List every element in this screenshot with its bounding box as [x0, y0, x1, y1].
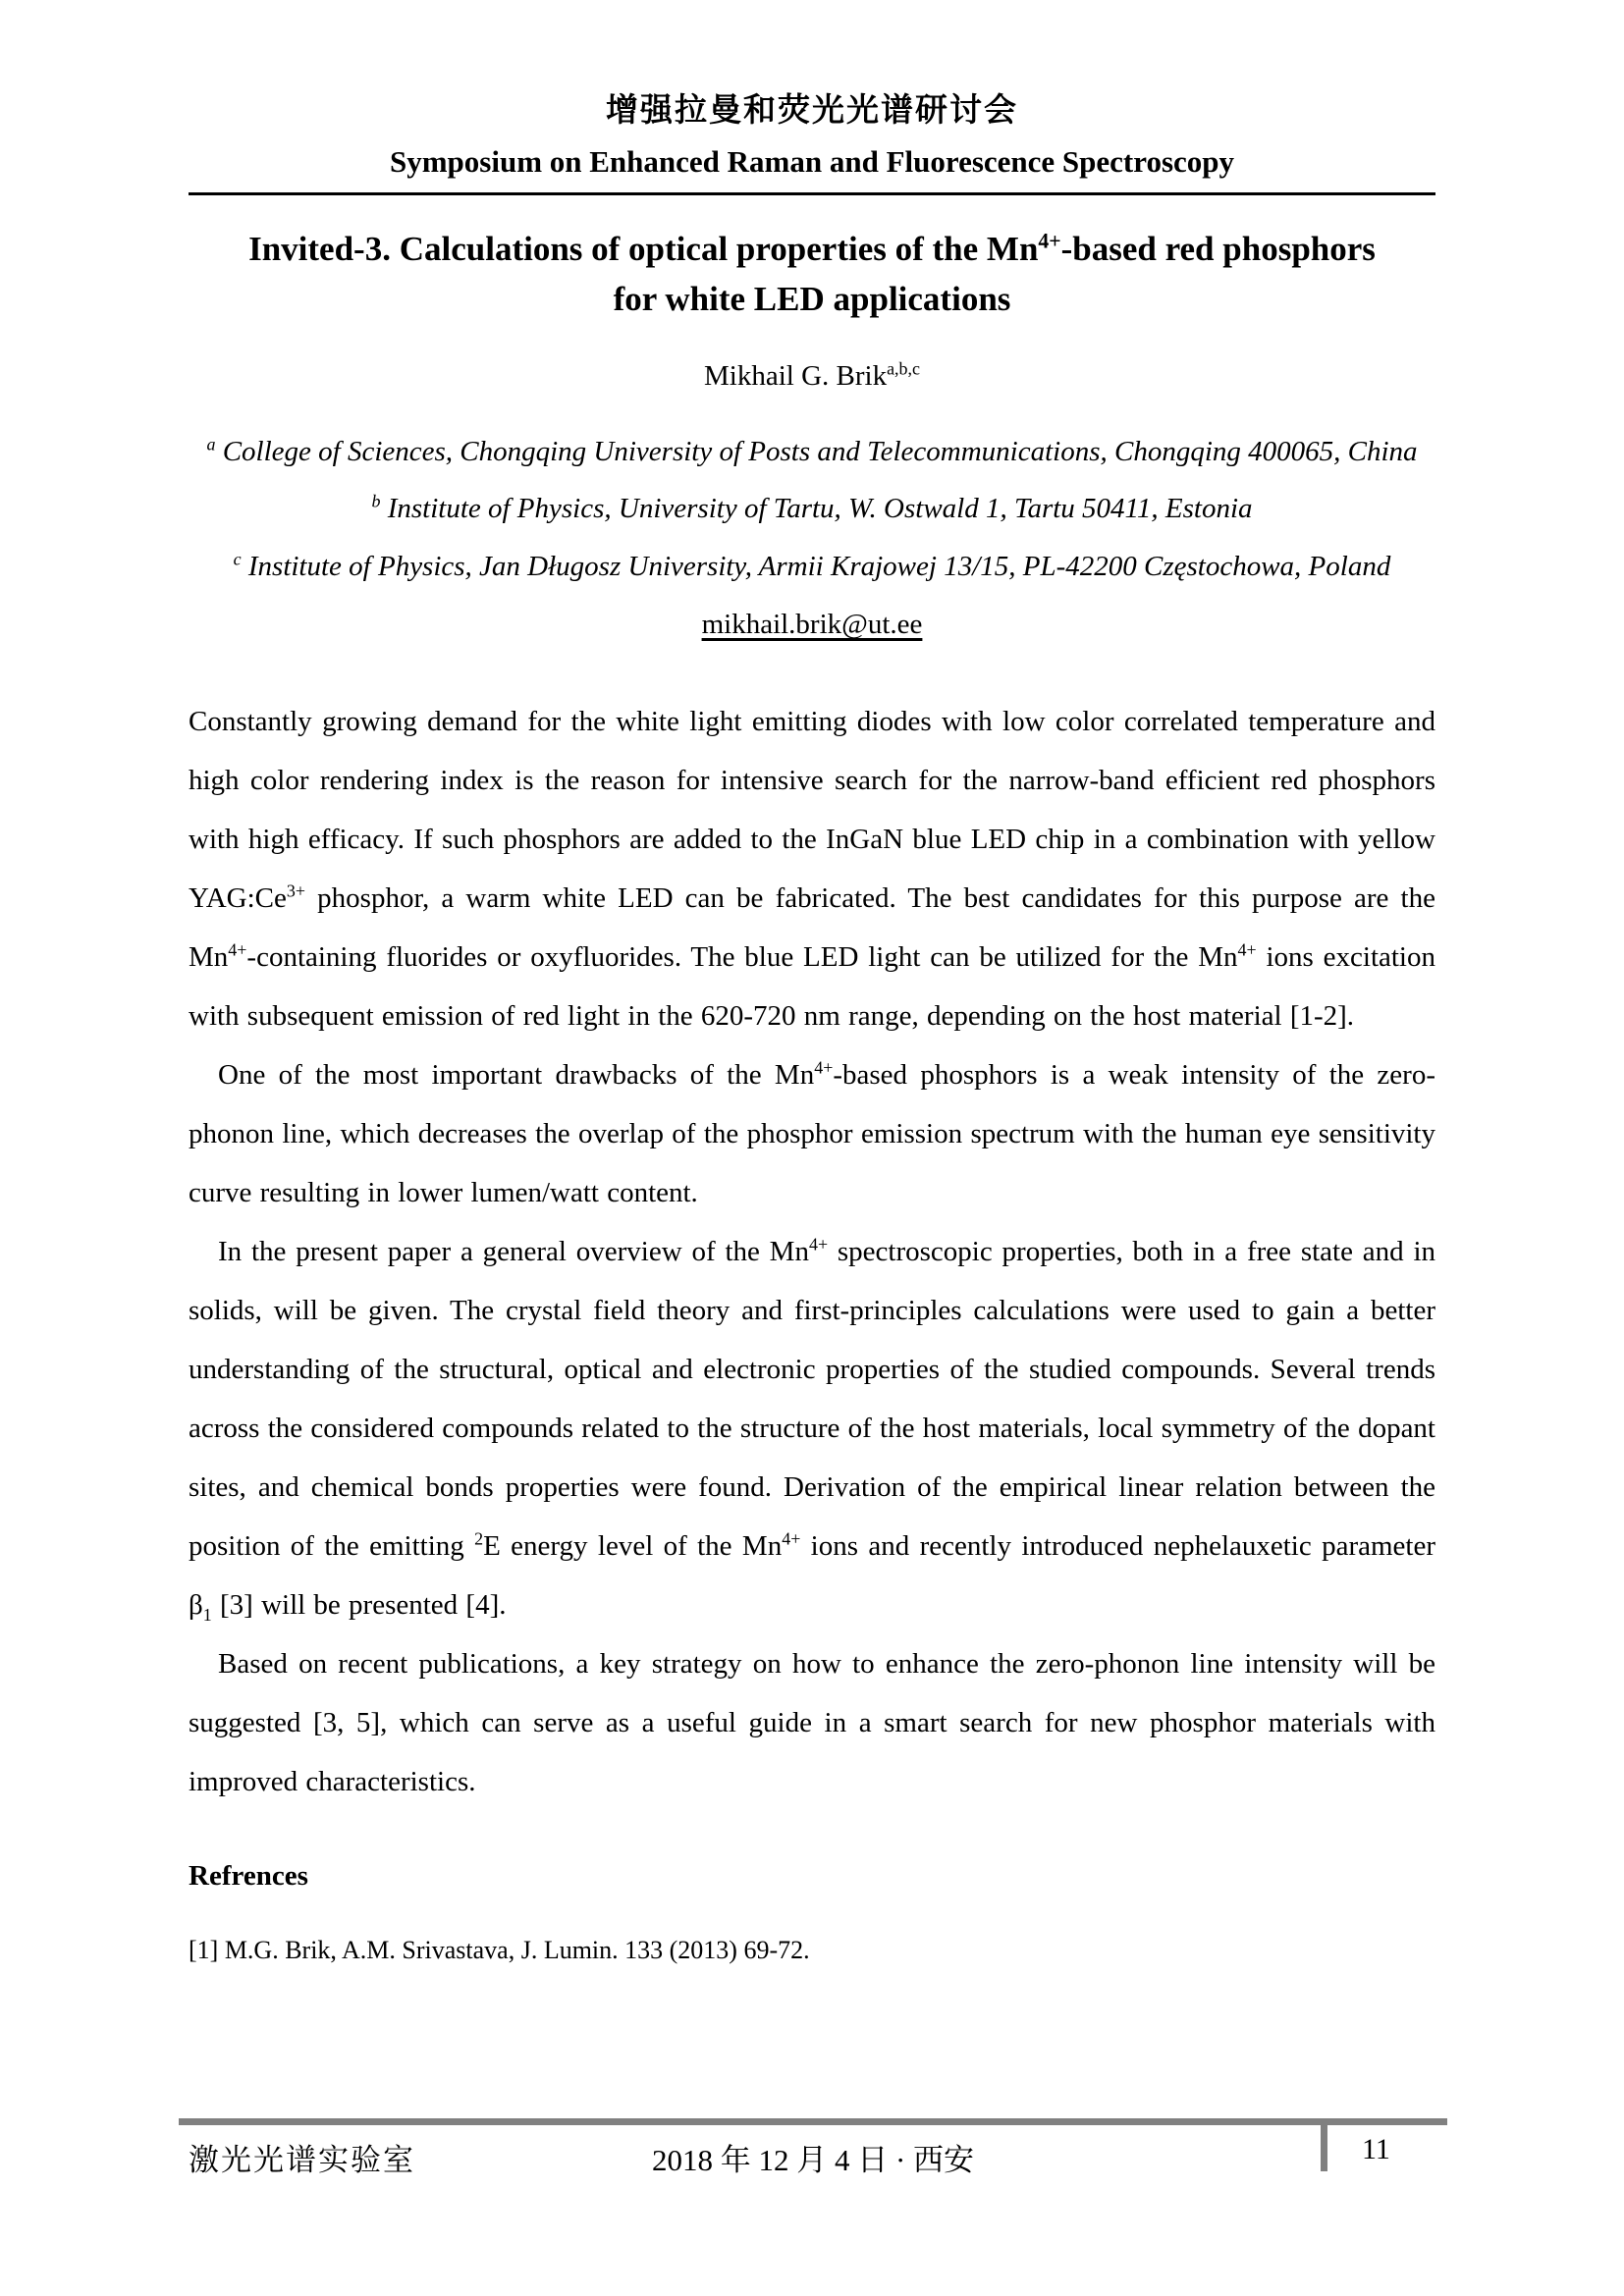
paper-title [233, 225, 1391, 325]
text-segment: 4+ [808, 1234, 829, 1255]
affiliation-line [189, 430, 1435, 474]
affiliation-line [189, 487, 1435, 531]
abstract-body [189, 692, 1435, 1811]
text-segment: [3] will be presented [4]. [211, 1589, 507, 1622]
text-segment: College of Sciences, Chongqing University of Posts and Telecommunications, Chongqing 400065, China [215, 435, 1418, 467]
abstract-paragraph [189, 1045, 1435, 1222]
references-heading: Refrences [189, 1860, 308, 1893]
email-link[interactable]: mikhail.brik@ut.ee [701, 609, 923, 641]
text-segment: Institute of Physics, University of Tartu, W. Ostwald 1, Tartu 50411, Estonia [380, 493, 1253, 525]
footer-page-number: 11 [1362, 2133, 1390, 2165]
text-segment: 4+ [1038, 229, 1061, 253]
text-segment: 4+ [1237, 939, 1257, 960]
footer-lab-name: 激光光谱实验室 [189, 2143, 415, 2177]
affiliation-line [189, 545, 1435, 589]
header-divider-rule [189, 192, 1435, 195]
text-segment: 2 [474, 1528, 484, 1549]
author-name [189, 357, 1435, 393]
text-segment: ions and recently introduced nephelauxetic parameter β [189, 1530, 1436, 1622]
abstract-paragraph [189, 1222, 1435, 1634]
symposium-title-english: Symposium on Enhanced Raman and Fluorescence Spectroscopy [389, 144, 1235, 179]
text-segment: spectroscopic properties, both in a free state and in solids, will be given. The crystal field theory and first-principles calculations were used to gain a better understanding of the structural, optical and electronic properties of the studied compounds. Several trends across the considered compounds related to the structure of the host materials, local symmetry of the dopant sites, and chemical bonds properties were found. Derivation of the empirical linear relation between the position of the emitting [189, 1236, 1436, 1563]
text-segment: 4+ [228, 939, 247, 960]
text-segment: Mikhail G. Brik [703, 359, 888, 392]
footer-row [179, 2125, 1447, 2184]
text-segment: 4+ [782, 1528, 801, 1549]
references-list [189, 1936, 1435, 1965]
text-segment: Invited-3. Calculations of optical properties of the Mn [248, 230, 1039, 268]
text-segment: E energy level of the Mn [483, 1530, 783, 1563]
text-segment: 3+ [286, 881, 306, 901]
page-footer [179, 2118, 1447, 2184]
text-segment: -based phosphors is a weak intensity of the zero-phonon line, which decreases the overlap of the phosphor emission spectrum with the human eye sensitivity curve resulting in lower lumen/watt content. [189, 1059, 1435, 1209]
text-segment: ions excitation with subsequent emission of red light in the 620-720 nm range, depending on the host material [1-2]. [189, 941, 1435, 1033]
text-segment: -based red phosphors for white LED applications [613, 230, 1376, 318]
text-segment: Institute of Physics, Jan Długosz University, Armii Krajowej 13/15, PL-42200 Częstochowa, Poland [241, 551, 1391, 583]
text-segment: Constantly growing demand for the white light emitting diodes with low color correlated temperature and high color rendering index is the reason for intensive search for the narrow-band efficient red phosphors with high efficacy. If such phosphors are added to the InGaN blue LED chip in a combination with yellow YAG:Ce [189, 706, 1435, 915]
text-segment: -containing fluorides or oxyfluorides. The blue LED light can be utilized for the Mn [246, 941, 1238, 974]
abstract-paragraph [189, 692, 1435, 1045]
text-segment: In the present paper a general overview of the Mn [218, 1236, 809, 1268]
reference-item: [1] M.G. Brik, A.M. Srivastava, J. Lumin. 133 (2013) 69-72. [189, 1936, 810, 1965]
text-segment: 1 [202, 1605, 212, 1626]
abstract-paragraph [189, 1634, 1435, 1811]
text-segment: c [233, 549, 242, 569]
text-segment: a,b,c [887, 357, 920, 378]
footer-bar [179, 2118, 1447, 2125]
text-segment: b [371, 491, 381, 511]
text-segment: phosphor, a warm white LED can be fabricated. The best candidates for this purpose are the Mn [189, 882, 1435, 974]
symposium-title-chinese: 增强拉曼和荧光光谱研讨会 [606, 93, 1018, 129]
text-segment: One of the most important drawbacks of the Mn [218, 1059, 815, 1092]
text-segment: a [206, 433, 216, 454]
text-segment: 4+ [814, 1057, 834, 1078]
affiliations-block [189, 430, 1435, 590]
footer-date: 2018 年 12 月 4 日 · 西安 [651, 2143, 975, 2177]
page-number-divider [1321, 2125, 1327, 2171]
text-segment: Based on recent publications, a key strategy on how to enhance the zero-phonon line intensity will be suggested [3, 5], which can serve as a useful guide in a smart search for new phosphor materials with improved characteristics. [189, 1648, 1435, 1798]
email-row [189, 609, 1435, 641]
